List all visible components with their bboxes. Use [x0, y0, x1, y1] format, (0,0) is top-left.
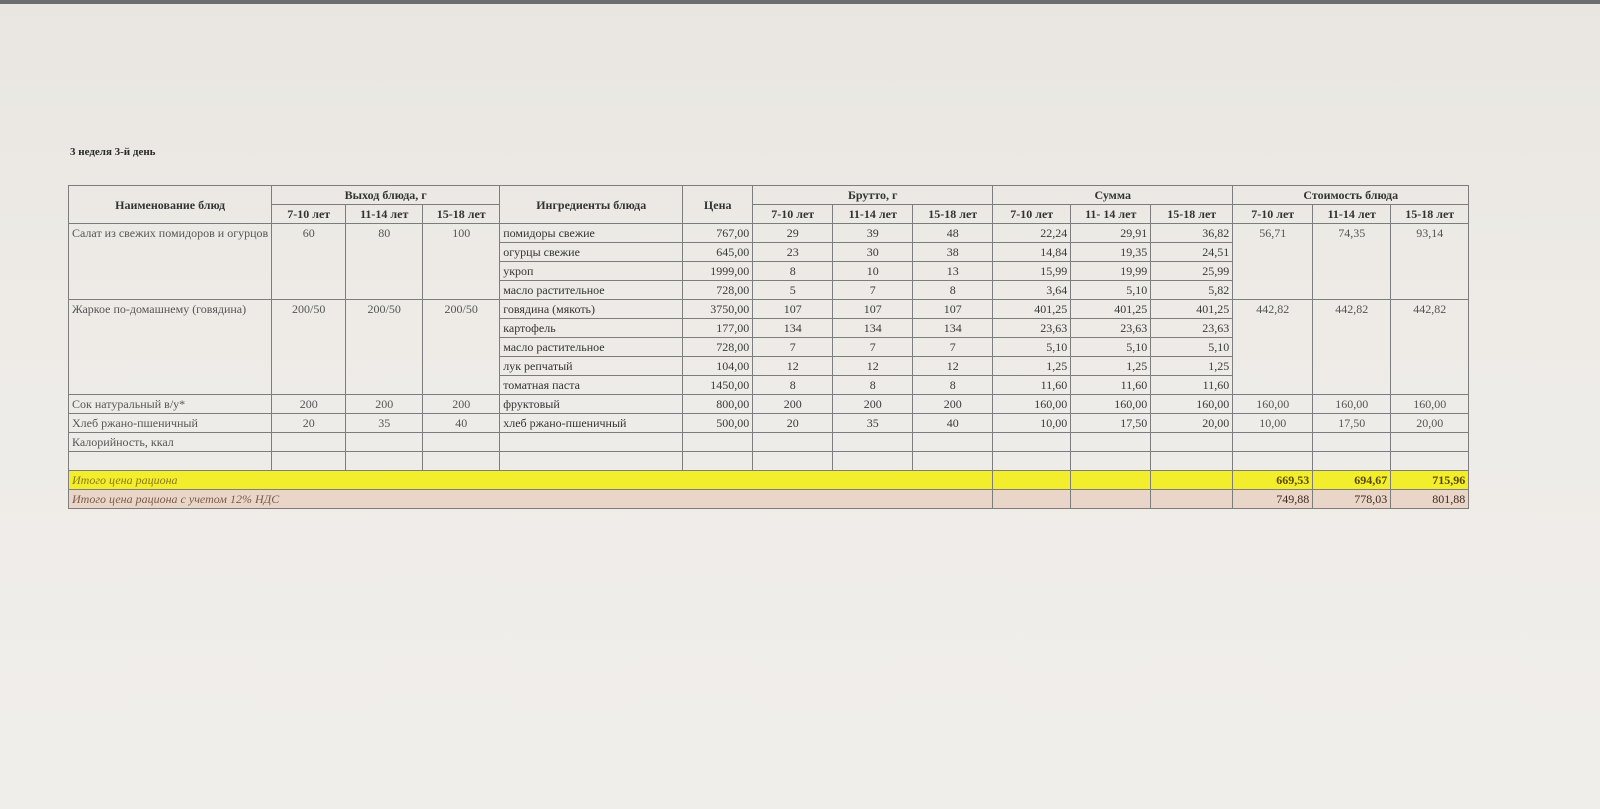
brutto-cell: 7	[913, 338, 993, 357]
empty-cell	[993, 433, 1071, 452]
sum-cell: 14,84	[993, 243, 1071, 262]
header-sum-age: 15-18 лет	[1151, 205, 1233, 224]
empty-cell	[1391, 452, 1469, 471]
empty-cell	[500, 433, 683, 452]
empty-cell	[423, 452, 500, 471]
header-dish-name: Наименование блюд	[69, 186, 272, 224]
sum-cell: 160,00	[1071, 395, 1151, 414]
sum-cell: 1,25	[1071, 357, 1151, 376]
empty-cell	[1233, 433, 1313, 452]
calories-label: Калорийность, ккал	[69, 433, 272, 452]
brutto-cell: 48	[913, 224, 993, 243]
totals-value: 801,88	[1391, 490, 1469, 509]
sum-cell: 23,63	[993, 319, 1071, 338]
output-cell: 60	[272, 224, 346, 300]
price-cell: 1450,00	[683, 376, 753, 395]
price-cell: 728,00	[683, 338, 753, 357]
brutto-cell: 35	[833, 414, 913, 433]
totals-label: Итого цена рациона с учетом 12% НДС	[69, 490, 993, 509]
sum-cell: 24,51	[1151, 243, 1233, 262]
header-sum-age: 11- 14 лет	[1071, 205, 1151, 224]
ingredient-cell: помидоры свежие	[500, 224, 683, 243]
header-brutto-age: 7-10 лет	[753, 205, 833, 224]
header-brutto-age: 11-14 лет	[833, 205, 913, 224]
price-cell: 767,00	[683, 224, 753, 243]
empty-cell	[1071, 490, 1151, 509]
sum-cell: 5,10	[1151, 338, 1233, 357]
brutto-cell: 12	[913, 357, 993, 376]
sum-cell: 19,99	[1071, 262, 1151, 281]
price-cell: 728,00	[683, 281, 753, 300]
sum-cell: 11,60	[1151, 376, 1233, 395]
ingredient-cell: фруктовый	[500, 395, 683, 414]
empty-cell	[1071, 452, 1151, 471]
totals-row	[69, 471, 1469, 490]
ingredient-cell: масло растительное	[500, 338, 683, 357]
ingredient-cell: хлеб ржано-пшеничный	[500, 414, 683, 433]
output-cell: 35	[346, 414, 423, 433]
header-cost: Стоимость блюда	[1233, 186, 1469, 205]
output-cell: 200	[346, 395, 423, 414]
brutto-cell: 23	[753, 243, 833, 262]
brutto-cell: 7	[833, 338, 913, 357]
sum-cell: 3,64	[993, 281, 1071, 300]
empty-cell	[1391, 433, 1469, 452]
brutto-cell: 8	[753, 376, 833, 395]
empty-cell	[1071, 433, 1151, 452]
cost-cell: 20,00	[1391, 414, 1469, 433]
cost-cell: 442,82	[1391, 300, 1469, 395]
header-row-2	[69, 205, 1469, 224]
brutto-cell: 10	[833, 262, 913, 281]
brutto-cell: 107	[833, 300, 913, 319]
table-row	[69, 300, 1469, 319]
brutto-cell: 134	[833, 319, 913, 338]
ingredient-cell: укроп	[500, 262, 683, 281]
sum-cell: 17,50	[1071, 414, 1151, 433]
totals-value: 749,88	[1233, 490, 1313, 509]
brutto-cell: 7	[753, 338, 833, 357]
brutto-cell: 13	[913, 262, 993, 281]
table-row	[69, 414, 1469, 433]
empty-cell	[1151, 452, 1233, 471]
sum-cell: 29,91	[1071, 224, 1151, 243]
dish-name-cell: Салат из свежих помидоров и огурцов	[69, 224, 272, 300]
empty-cell	[1071, 471, 1151, 490]
cost-cell: 160,00	[1313, 395, 1391, 414]
output-cell: 100	[423, 224, 500, 300]
header-output-age: 15-18 лет	[423, 205, 500, 224]
header-output-age: 11-14 лет	[346, 205, 423, 224]
cost-cell: 74,35	[1313, 224, 1391, 300]
sum-cell: 160,00	[993, 395, 1071, 414]
sum-cell: 401,25	[1151, 300, 1233, 319]
cost-cell: 442,82	[1313, 300, 1391, 395]
price-cell: 800,00	[683, 395, 753, 414]
brutto-cell: 38	[913, 243, 993, 262]
cost-cell: 10,00	[1233, 414, 1313, 433]
dish-name-cell: Сок натуральный в/у*	[69, 395, 272, 414]
price-cell: 1999,00	[683, 262, 753, 281]
cost-cell: 56,71	[1233, 224, 1313, 300]
empty-cell	[1151, 433, 1233, 452]
empty-cell	[913, 433, 993, 452]
screen-top-bezel	[0, 0, 1600, 4]
totals-value: 715,96	[1391, 471, 1469, 490]
sum-cell: 11,60	[993, 376, 1071, 395]
ingredient-cell: картофель	[500, 319, 683, 338]
sum-cell: 23,63	[1071, 319, 1151, 338]
totals-vat-row	[69, 490, 1469, 509]
header-row-1	[69, 186, 1469, 205]
dish-name-cell: Хлеб ржано-пшеничный	[69, 414, 272, 433]
brutto-cell: 8	[913, 376, 993, 395]
brutto-cell: 39	[833, 224, 913, 243]
empty-cell	[913, 452, 993, 471]
empty-cell	[683, 433, 753, 452]
empty-cell	[346, 452, 423, 471]
totals-value: 669,53	[1233, 471, 1313, 490]
empty-cell	[833, 433, 913, 452]
empty-cell	[272, 452, 346, 471]
empty-cell	[993, 471, 1071, 490]
brutto-cell: 107	[753, 300, 833, 319]
sum-cell: 15,99	[993, 262, 1071, 281]
brutto-cell: 12	[753, 357, 833, 376]
ingredient-cell: лук репчатый	[500, 357, 683, 376]
sum-cell: 5,10	[1071, 281, 1151, 300]
empty-cell	[423, 433, 500, 452]
sum-cell: 20,00	[1151, 414, 1233, 433]
brutto-cell: 30	[833, 243, 913, 262]
calories-row	[69, 433, 1469, 452]
sum-cell: 5,10	[1071, 338, 1151, 357]
price-cell: 500,00	[683, 414, 753, 433]
brutto-cell: 12	[833, 357, 913, 376]
empty-cell	[1313, 433, 1391, 452]
output-cell: 200	[272, 395, 346, 414]
empty-cell	[833, 452, 913, 471]
ingredient-cell: говядина (мякоть)	[500, 300, 683, 319]
sum-cell: 1,25	[993, 357, 1071, 376]
output-cell: 200	[423, 395, 500, 414]
header-output-age: 7-10 лет	[272, 205, 346, 224]
sum-cell: 5,82	[1151, 281, 1233, 300]
output-cell: 200/50	[346, 300, 423, 395]
brutto-cell: 40	[913, 414, 993, 433]
sum-cell: 401,25	[1071, 300, 1151, 319]
sum-cell: 160,00	[1151, 395, 1233, 414]
empty-cell	[1313, 452, 1391, 471]
brutto-cell: 107	[913, 300, 993, 319]
empty-cell	[993, 490, 1071, 509]
brutto-cell: 8	[833, 376, 913, 395]
output-cell: 200/50	[272, 300, 346, 395]
header-output: Выход блюда, г	[272, 186, 500, 205]
ingredient-cell: огурцы свежие	[500, 243, 683, 262]
brutto-cell: 8	[753, 262, 833, 281]
brutto-cell: 134	[753, 319, 833, 338]
empty-cell	[272, 433, 346, 452]
ingredient-cell: томатная паста	[500, 376, 683, 395]
table-row	[69, 224, 1469, 243]
sum-cell: 5,10	[993, 338, 1071, 357]
brutto-cell: 20	[753, 414, 833, 433]
output-cell: 40	[423, 414, 500, 433]
brutto-cell: 7	[833, 281, 913, 300]
sum-cell: 36,82	[1151, 224, 1233, 243]
header-price: Цена	[683, 186, 753, 224]
totals-value: 694,67	[1313, 471, 1391, 490]
cost-cell: 93,14	[1391, 224, 1469, 300]
sum-cell: 19,35	[1071, 243, 1151, 262]
empty-cell	[993, 452, 1071, 471]
sum-cell: 11,60	[1071, 376, 1151, 395]
ingredient-cell: масло растительное	[500, 281, 683, 300]
header-sum-age: 7-10 лет	[993, 205, 1071, 224]
spacer-row	[69, 452, 1469, 471]
empty-cell	[753, 452, 833, 471]
empty-cell	[346, 433, 423, 452]
price-cell: 104,00	[683, 357, 753, 376]
sum-cell: 1,25	[1151, 357, 1233, 376]
output-cell: 200/50	[423, 300, 500, 395]
output-cell: 20	[272, 414, 346, 433]
header-cost-age: 7-10 лет	[1233, 205, 1313, 224]
cost-cell: 160,00	[1391, 395, 1469, 414]
header-brutto: Брутто, г	[753, 186, 993, 205]
empty-cell	[69, 452, 272, 471]
header-cost-age: 11-14 лет	[1313, 205, 1391, 224]
sum-cell: 23,63	[1151, 319, 1233, 338]
header-cost-age: 15-18 лет	[1391, 205, 1469, 224]
price-cell: 645,00	[683, 243, 753, 262]
brutto-cell: 29	[753, 224, 833, 243]
empty-cell	[500, 452, 683, 471]
brutto-cell: 200	[753, 395, 833, 414]
empty-cell	[1151, 471, 1233, 490]
menu-cost-table	[68, 185, 1469, 509]
header-brutto-age: 15-18 лет	[913, 205, 993, 224]
table-body	[69, 224, 1469, 509]
cost-cell: 160,00	[1233, 395, 1313, 414]
cost-cell: 17,50	[1313, 414, 1391, 433]
brutto-cell: 200	[833, 395, 913, 414]
price-cell: 3750,00	[683, 300, 753, 319]
price-cell: 177,00	[683, 319, 753, 338]
sum-cell: 25,99	[1151, 262, 1233, 281]
totals-label: Итого цена рациона	[69, 471, 993, 490]
sheet-title: 3 неделя 3-й день	[70, 146, 156, 158]
empty-cell	[753, 433, 833, 452]
header-sum: Сумма	[993, 186, 1233, 205]
totals-value: 778,03	[1313, 490, 1391, 509]
cost-cell: 442,82	[1233, 300, 1313, 395]
empty-cell	[683, 452, 753, 471]
brutto-cell: 8	[913, 281, 993, 300]
header-ingredients: Ингредиенты блюда	[500, 186, 683, 224]
brutto-cell: 134	[913, 319, 993, 338]
output-cell: 80	[346, 224, 423, 300]
empty-cell	[1233, 452, 1313, 471]
brutto-cell: 200	[913, 395, 993, 414]
empty-cell	[1151, 490, 1233, 509]
sum-cell: 22,24	[993, 224, 1071, 243]
table-row	[69, 395, 1469, 414]
sum-cell: 401,25	[993, 300, 1071, 319]
dish-name-cell: Жаркое по-домашнему (говядина)	[69, 300, 272, 395]
brutto-cell: 5	[753, 281, 833, 300]
sum-cell: 10,00	[993, 414, 1071, 433]
